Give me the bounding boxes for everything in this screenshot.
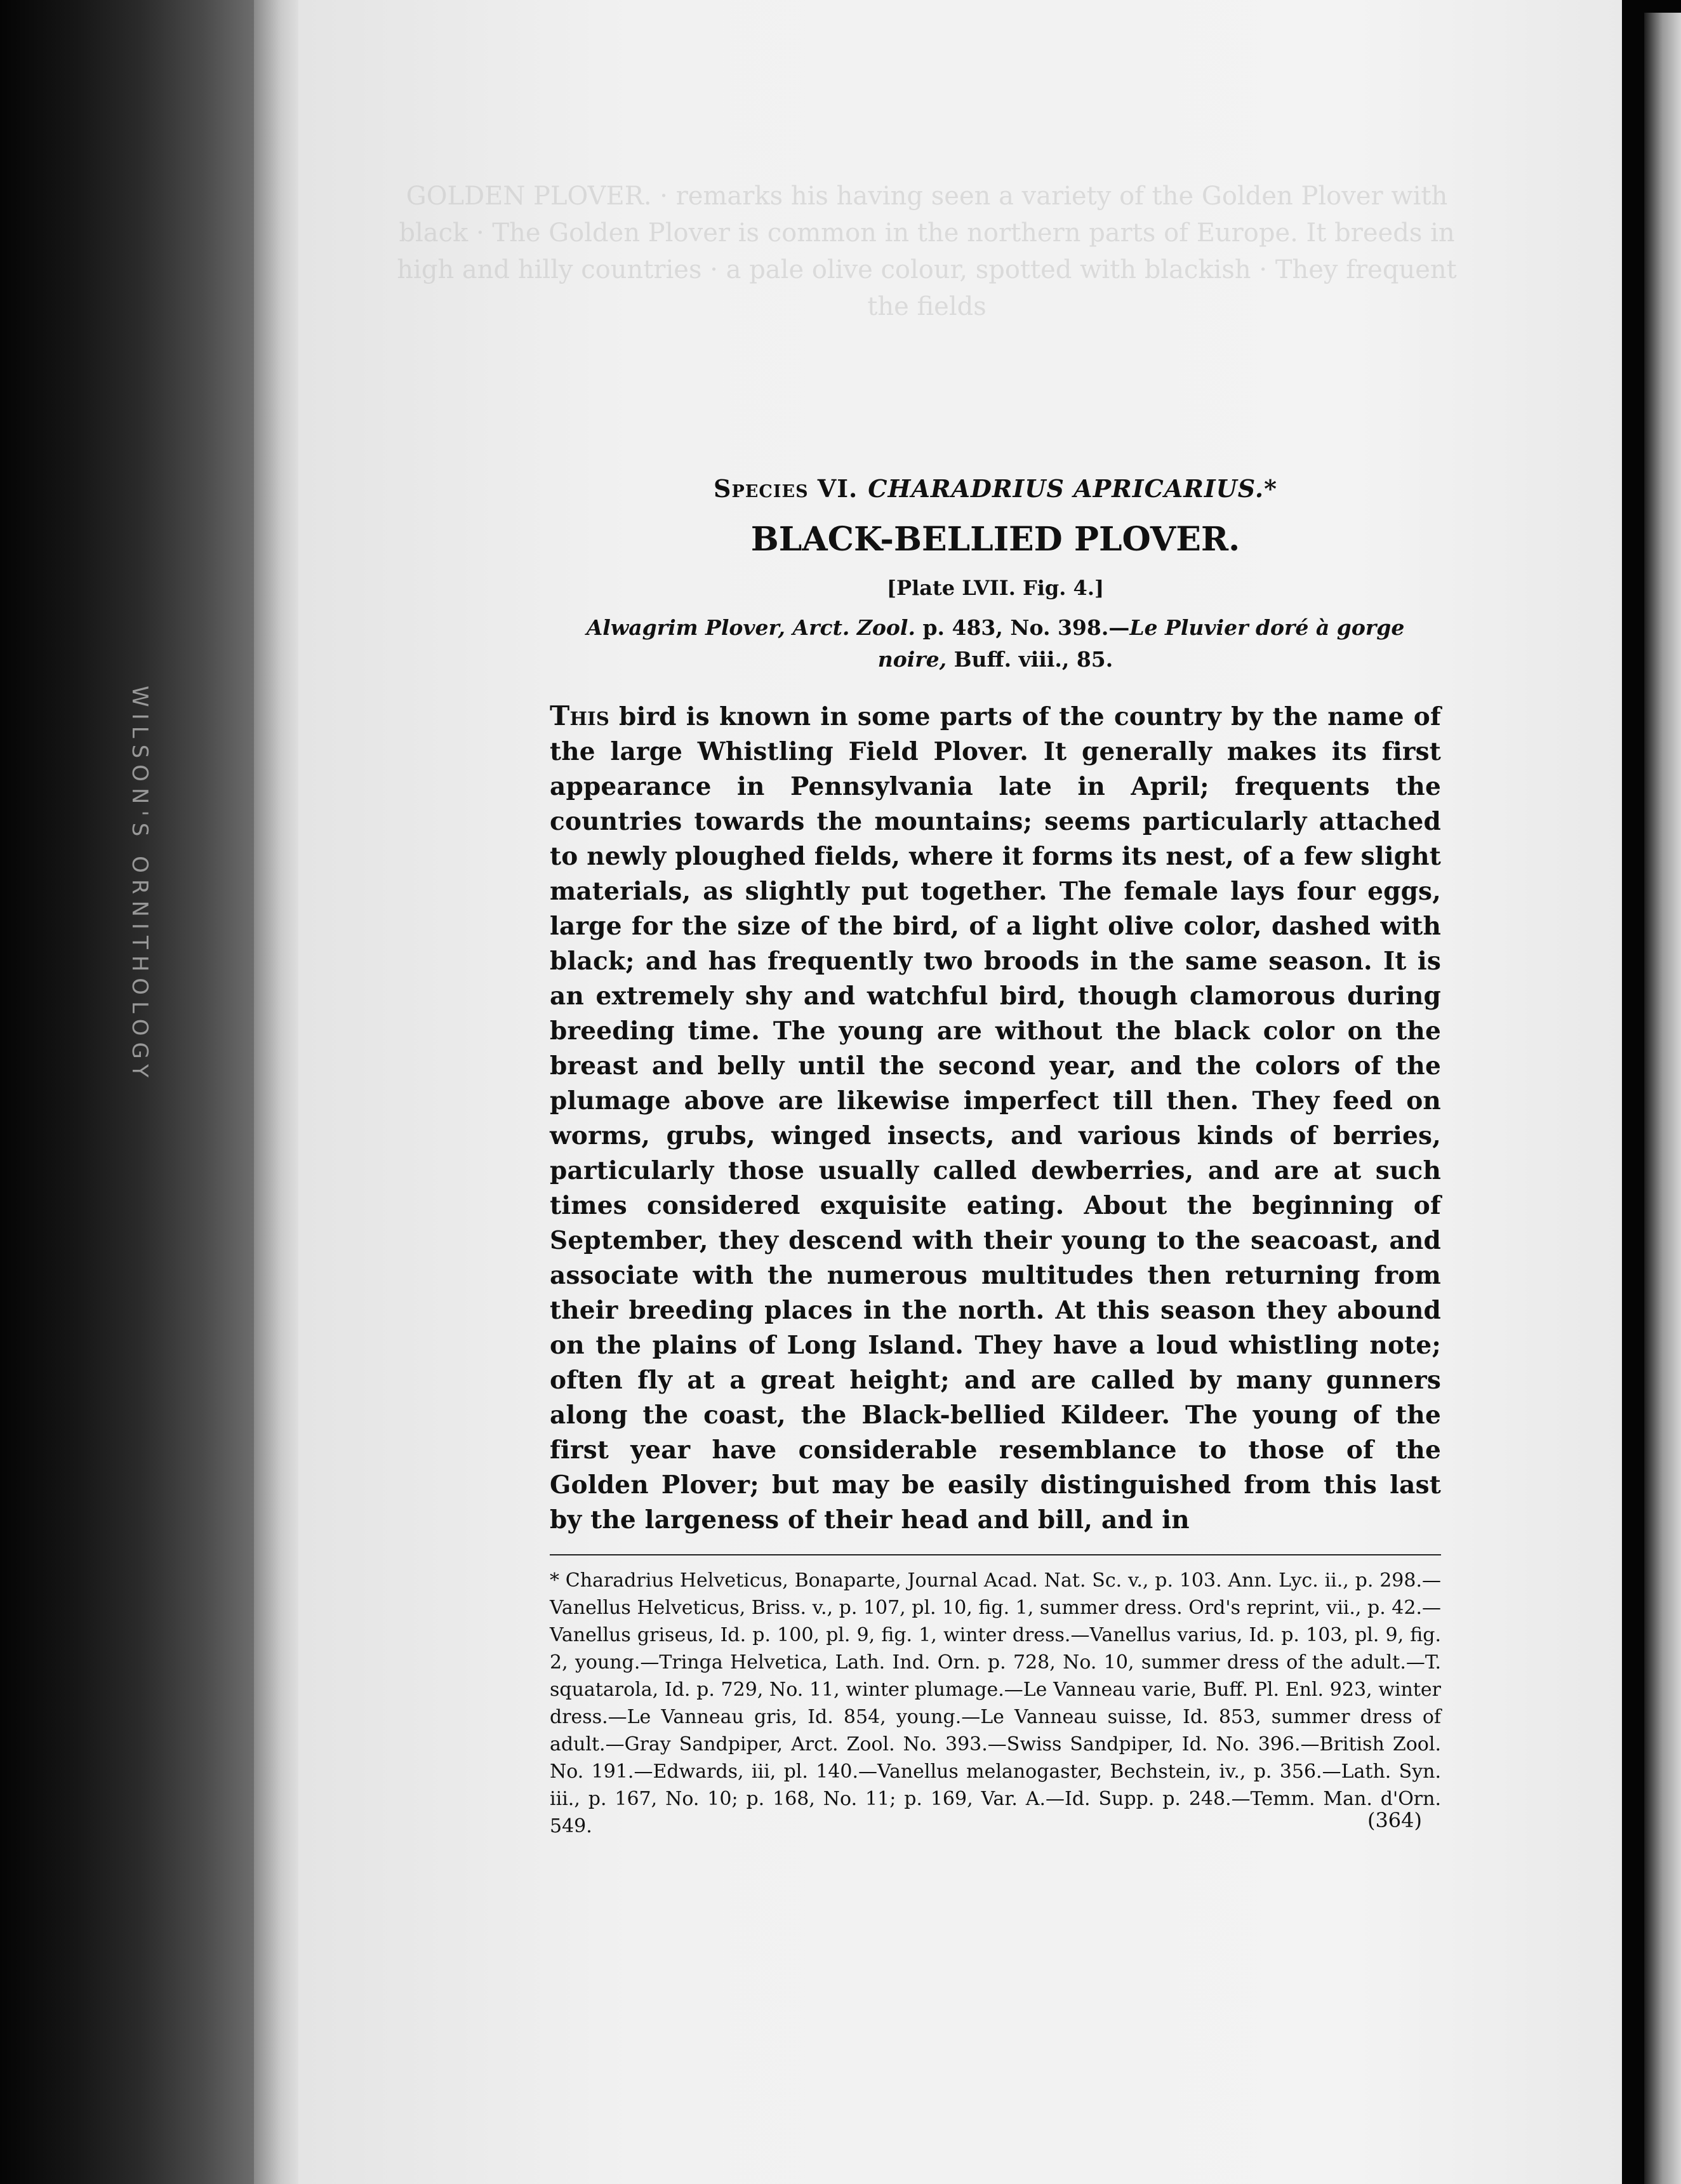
page-gutter — [254, 0, 298, 2184]
book-spine — [0, 0, 254, 2184]
bleed-through-text: GOLDEN PLOVER. · remarks his having seen a variety of the Golden Plover with black · The Golden Plover is common in the northern parts of Europe. It breeds in high and hilly countries · a pale olive colour, spotted with blackish · They frequent the fields — [397, 182, 1457, 321]
species-label: Species VI. — [714, 474, 858, 503]
body-paragraph — [550, 698, 1441, 1538]
next-page-edge — [1644, 13, 1681, 2184]
species-heading — [550, 470, 1441, 508]
footnote-divider — [550, 1554, 1441, 1555]
plate-reference: [Plate LVII. Fig. 4.] — [886, 576, 1105, 600]
synonyms-line — [550, 612, 1441, 676]
synonym-2: Le Pluvier doré à gorge noire, — [877, 615, 1405, 672]
page-content — [550, 470, 1441, 1840]
footnote: * Charadrius Helveticus, Bonaparte, Journal Acad. Nat. Sc. v., p. 103. Ann. Lyc. ii., p. 298.—Vanellus Helveticus, Briss. v., p. 107, pl. 10, fig. 1, summer dress. Ord's reprint, vii., p. 42.—Vanellus griseus, Id. p. 100, pl. 9, fig. 1, winter dress.—Vanellus varius, Id. p. 103, pl. 9, fig. 2, young.—Tringa Helvetica, Lath. Ind. Orn. p. 728, No. 10, summer dress of the adult.—T. squatarola, Id. p. 729, No. 11, winter plumage.—Le Vanneau varie, Buff. Pl. Enl. 923, winter dress.—Le Vanneau gris, Id. 854, young.—Le Vanneau suisse, Id. 853, summer dress of adult.—Gray Sandpiper, Arct. Zool. No. 393.—Swiss Sandpiper, Id. No. 396.—British Zool. No. 191.—Edwards, iii, pl. 140.—Vanellus melanogaster, Bechstein, iv., p. 356.—Lath. Syn. iii., p. 167, No. 10; p. 168, No. 11; p. 169, Var. A.—Id. Supp. p. 248.—Temm. Man. d'Orn. 549. — [550, 1569, 1441, 1837]
species-latin-name: CHARADRIUS APRICARIUS.* — [868, 474, 1277, 503]
spine-title: WILSON'S ORNITHOLOGY — [127, 686, 152, 1084]
body-text: bird is known in some parts of the country by the name of the large Whistling Field Plover. It generally makes its first appearance in Pennsylvania late in April; frequents the countries towards the mountains; seems particularly attached to newly ploughed fields, where it forms its nest, of a few slight materials, as slightly put together. The female lays four eggs, large for the size of the bird, of a light olive color, dashed with black; and has frequently two broods in the same season. It is an extremely shy and watchful bird, though clamorous during breeding time. The young are without the black color on the breast and belly until the second year, and the colors of the plumage above are likewise imperfect till then. They feed on worms, grubs, winged insects, and various kinds of berries, particularly those usually called dewberries, and are at such times considered exquisite eating. About the beginning of September, they descend with their young to the seacoast, and associate with the numerous multitudes then returning from their breeding places in the north. At this season they abound on the plains of Long Island. They have a loud whistling note; often fly at a great height; and are called by many gunners along the coast, the Black-bellied Kildeer. The young of the first year have considerable resemblance to those of the Golden Plover; but may be easily distinguished from this last by the largeness of their head and bill, and in — [550, 702, 1442, 1535]
synonym-1: Alwagrim Plover, Arct. Zool. — [586, 615, 915, 640]
page-title: BLACK-BELLIED PLOVER. — [750, 520, 1240, 559]
synonym-1-ref: p. 483, No. 398.— — [915, 615, 1130, 640]
synonym-2-ref: Buff. viii., 85. — [947, 647, 1113, 672]
body-lead-word: This — [550, 700, 609, 731]
page-number: (364) — [1367, 1808, 1422, 1832]
